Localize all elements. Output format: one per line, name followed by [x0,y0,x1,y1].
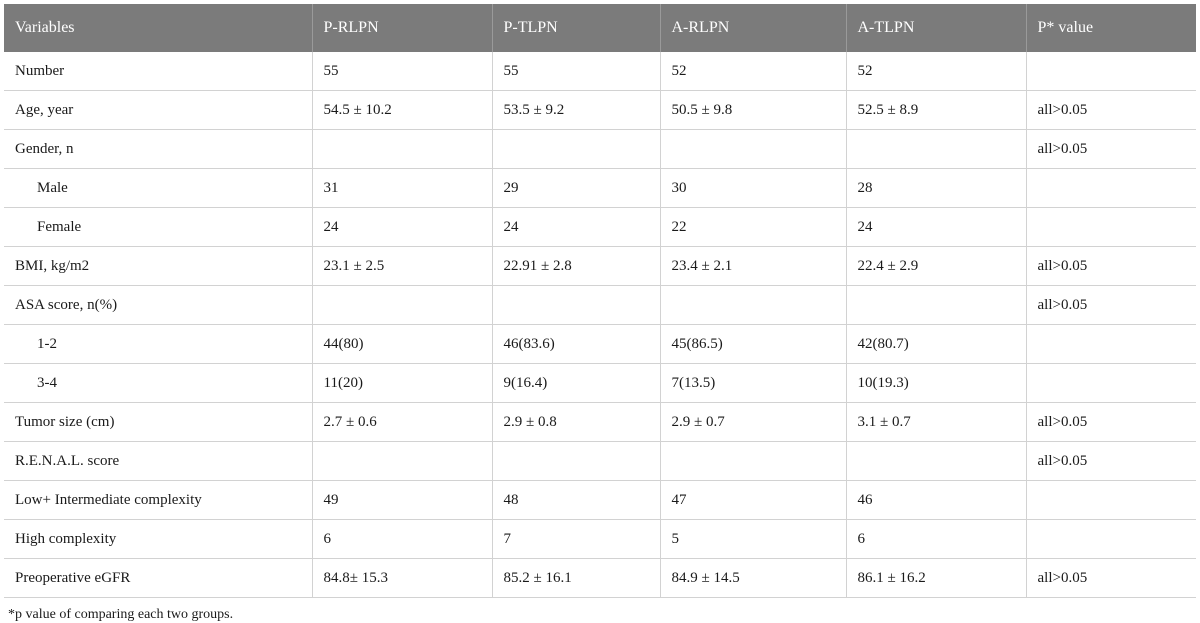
column-header-variables: Variables [4,4,312,52]
table-row [4,208,1196,247]
data-cell: 24 [492,208,660,247]
data-cell: 50.5 ± 9.8 [660,91,846,130]
row-label-cell: Number [4,52,312,91]
data-cell: 22.91 ± 2.8 [492,247,660,286]
data-cell: 55 [492,52,660,91]
data-cell [660,286,846,325]
data-cell: 53.5 ± 9.2 [492,91,660,130]
data-cell: 10(19.3) [846,364,1026,403]
data-cell [660,130,846,169]
table-header [4,4,1196,52]
data-cell [1026,481,1196,520]
data-cell: 85.2 ± 16.1 [492,559,660,598]
data-cell: 6 [312,520,492,559]
data-cell [1026,52,1196,91]
data-cell: all>0.05 [1026,559,1196,598]
data-cell: 84.8± 15.3 [312,559,492,598]
row-label-cell: Female [4,208,312,247]
data-cell: all>0.05 [1026,442,1196,481]
data-cell: 52 [660,52,846,91]
data-cell: 23.1 ± 2.5 [312,247,492,286]
column-header-p-tlpn: P-TLPN [492,4,660,52]
data-cell: all>0.05 [1026,91,1196,130]
data-cell: 45(86.5) [660,325,846,364]
data-cell: 22.4 ± 2.9 [846,247,1026,286]
data-cell: 9(16.4) [492,364,660,403]
data-cell [312,442,492,481]
row-label-cell: Preoperative eGFR [4,559,312,598]
data-cell [1026,325,1196,364]
data-cell [312,286,492,325]
row-label-cell: Tumor size (cm) [4,403,312,442]
data-cell: 84.9 ± 14.5 [660,559,846,598]
data-cell: 28 [846,169,1026,208]
row-label-cell: High complexity [4,520,312,559]
data-cell: 48 [492,481,660,520]
column-header-p-rlpn: P-RLPN [312,4,492,52]
data-cell: 2.7 ± 0.6 [312,403,492,442]
data-cell: 31 [312,169,492,208]
data-cell [492,442,660,481]
table-footnote: *p value of comparing each two groups. [8,607,234,622]
row-label-cell: ASA score, n(%) [4,286,312,325]
table-row [4,169,1196,208]
column-header-a-rlpn: A-RLPN [660,4,846,52]
data-cell: 7 [492,520,660,559]
data-cell: all>0.05 [1026,130,1196,169]
data-cell: 3.1 ± 0.7 [846,403,1026,442]
table-row [4,247,1196,286]
data-cell: 23.4 ± 2.1 [660,247,846,286]
data-cell: 29 [492,169,660,208]
data-cell: 42(80.7) [846,325,1026,364]
data-cell: 55 [312,52,492,91]
row-label-cell: BMI, kg/m2 [4,247,312,286]
data-cell: 46 [846,481,1026,520]
data-cell [492,130,660,169]
data-cell [1026,364,1196,403]
table-row [4,91,1196,130]
table-row [4,52,1196,91]
table-row [4,481,1196,520]
data-cell: all>0.05 [1026,286,1196,325]
data-cell [846,130,1026,169]
data-cell [1026,169,1196,208]
table-row [4,325,1196,364]
row-label-cell: Low+ Intermediate complexity [4,481,312,520]
data-cell: 46(83.6) [492,325,660,364]
row-label-cell: Male [4,169,312,208]
data-cell: 52 [846,52,1026,91]
data-cell [1026,208,1196,247]
data-cell: 86.1 ± 16.2 [846,559,1026,598]
row-label-cell: Gender, n [4,130,312,169]
table-header-row [4,4,1196,52]
row-label-cell: 3-4 [4,364,312,403]
row-label-cell: 1-2 [4,325,312,364]
data-cell: 54.5 ± 10.2 [312,91,492,130]
data-cell: 5 [660,520,846,559]
data-cell: 47 [660,481,846,520]
data-cell [492,286,660,325]
data-cell [312,130,492,169]
table-body [4,52,1196,598]
table-row [4,364,1196,403]
column-header-a-tlpn: A-TLPN [846,4,1026,52]
data-cell [660,442,846,481]
data-cell [1026,520,1196,559]
comparison-table [4,4,1196,598]
table-row [4,442,1196,481]
data-cell: all>0.05 [1026,247,1196,286]
table-row [4,520,1196,559]
data-cell: 2.9 ± 0.8 [492,403,660,442]
row-label-cell: Age, year [4,91,312,130]
data-cell: 2.9 ± 0.7 [660,403,846,442]
data-cell [846,286,1026,325]
data-cell: 49 [312,481,492,520]
data-cell: 52.5 ± 8.9 [846,91,1026,130]
data-cell: 24 [312,208,492,247]
data-cell: 6 [846,520,1026,559]
row-label-cell: R.E.N.A.L. score [4,442,312,481]
data-cell: all>0.05 [1026,403,1196,442]
data-cell: 44(80) [312,325,492,364]
data-cell: 11(20) [312,364,492,403]
data-cell: 24 [846,208,1026,247]
data-cell: 22 [660,208,846,247]
table-row [4,130,1196,169]
data-cell: 7(13.5) [660,364,846,403]
column-header-p-value: P* value [1026,4,1196,52]
table-row [4,559,1196,598]
table-row [4,403,1196,442]
data-cell: 30 [660,169,846,208]
table-row [4,286,1196,325]
data-cell [846,442,1026,481]
